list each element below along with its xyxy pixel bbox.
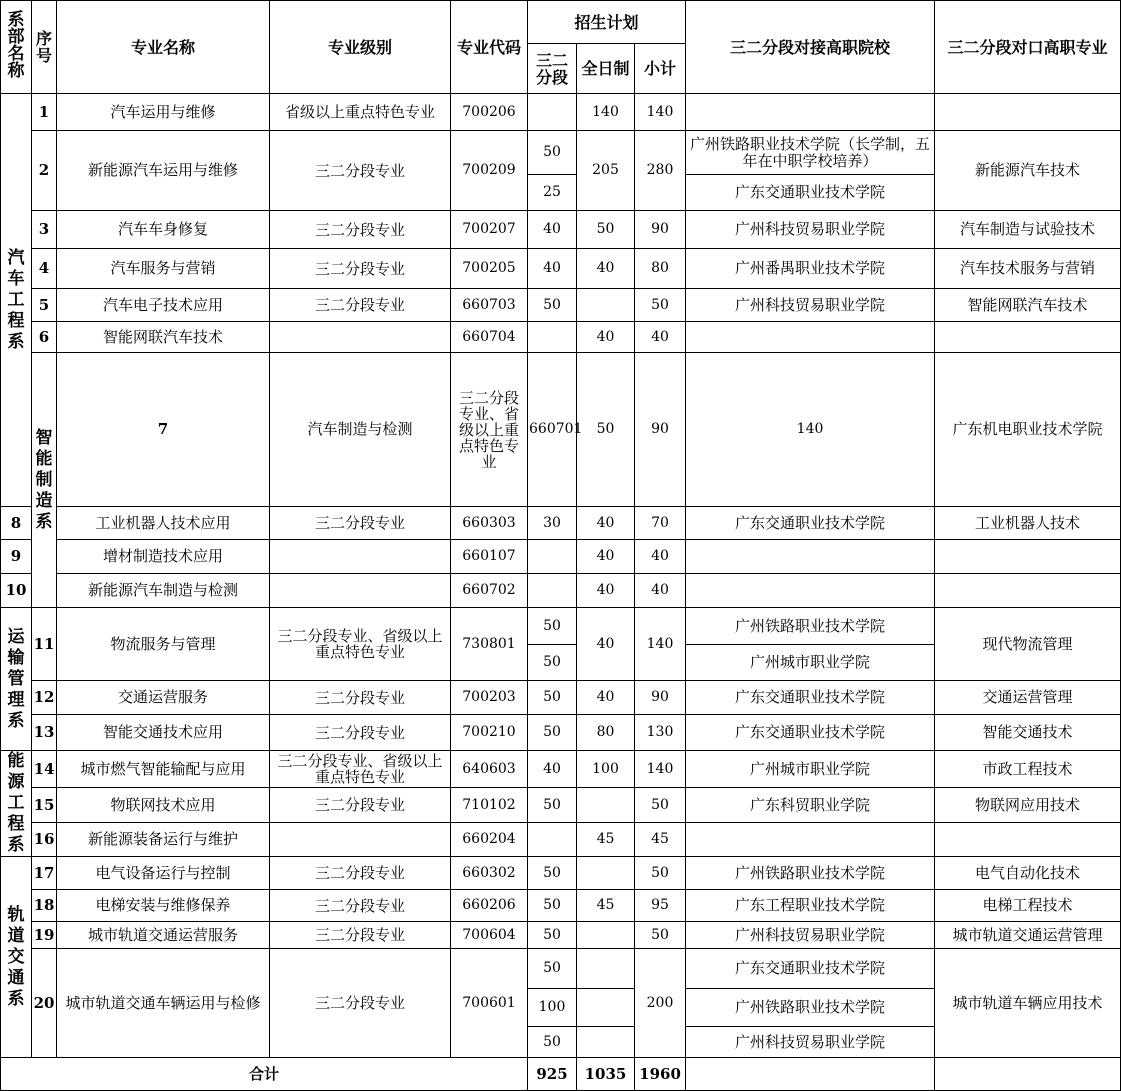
major-cell: 智能网联汽车技术 bbox=[57, 322, 270, 353]
total-cell: 40 bbox=[635, 540, 686, 574]
header-seq: 序号 bbox=[32, 1, 57, 94]
major-cell: 城市轨道交通车辆运用与检修 bbox=[57, 949, 270, 1058]
total-cell: 70 bbox=[635, 507, 686, 540]
target-cell: 市政工程技术 bbox=[935, 751, 1121, 788]
college-cell: 广东科贸职业学院 bbox=[686, 788, 935, 822]
segmented-cell: 50 bbox=[528, 715, 577, 751]
target-cell: 电气自动化技术 bbox=[935, 857, 1121, 890]
fulltime-cell: 40 bbox=[577, 574, 635, 608]
fulltime-cell bbox=[577, 1027, 635, 1058]
college-cell: 广东交通职业技术学院 bbox=[686, 175, 935, 211]
seq-cell: 1 bbox=[32, 94, 57, 131]
college-cell: 广州铁路职业技术学院 bbox=[686, 989, 935, 1027]
total-cell: 130 bbox=[635, 715, 686, 751]
total-target-empty bbox=[935, 1058, 1121, 1091]
segmented-cell: 30 bbox=[528, 507, 577, 540]
target-cell bbox=[935, 540, 1121, 574]
level-cell bbox=[270, 822, 451, 856]
code-cell: 660703 bbox=[451, 289, 528, 322]
major-cell: 汽车电子技术应用 bbox=[57, 289, 270, 322]
fulltime-cell: 40 bbox=[577, 249, 635, 289]
fulltime-cell: 40 bbox=[577, 540, 635, 574]
college-cell bbox=[686, 822, 935, 856]
fulltime-cell: 100 bbox=[577, 751, 635, 788]
major-cell: 城市燃气智能输配与应用 bbox=[57, 751, 270, 788]
seq-cell: 11 bbox=[32, 608, 57, 681]
fulltime-cell bbox=[577, 922, 635, 949]
level-cell: 三二分段专业 bbox=[270, 131, 451, 211]
major-cell: 汽车制造与检测 bbox=[270, 353, 451, 507]
segmented-cell: 40 bbox=[528, 751, 577, 788]
level-cell: 三二分段专业、省级以上重点特色专业 bbox=[451, 353, 528, 507]
target-cell: 交通运营管理 bbox=[935, 681, 1121, 715]
level-cell: 三二分段专业 bbox=[270, 890, 451, 922]
total-label: 合计 bbox=[1, 1058, 528, 1091]
segmented-cell: 40 bbox=[528, 249, 577, 289]
major-cell: 交通运营服务 bbox=[57, 681, 270, 715]
total-cell: 200 bbox=[635, 949, 686, 1058]
college-cell bbox=[686, 574, 935, 608]
seq-cell: 4 bbox=[32, 249, 57, 289]
code-cell: 660204 bbox=[451, 822, 528, 856]
target-cell: 城市轨道车辆应用技术 bbox=[935, 949, 1121, 1058]
level-cell: 省级以上重点特色专业 bbox=[270, 94, 451, 131]
total-cell: 50 bbox=[635, 289, 686, 322]
seq-cell: 3 bbox=[32, 211, 57, 249]
fulltime-cell bbox=[577, 989, 635, 1027]
code-cell: 660701 bbox=[528, 353, 577, 507]
seq-cell: 17 bbox=[32, 857, 57, 890]
header-dept: 系部名称 bbox=[1, 1, 32, 94]
total-cell: 140 bbox=[686, 353, 935, 507]
level-cell bbox=[270, 574, 451, 608]
target-cell: 物联网应用技术 bbox=[935, 788, 1121, 822]
total-cell: 50 bbox=[635, 922, 686, 949]
segmented-cell: 50 bbox=[528, 890, 577, 922]
fulltime-cell: 90 bbox=[635, 353, 686, 507]
college-cell: 广东交通职业技术学院 bbox=[686, 949, 935, 989]
segmented-cell: 50 bbox=[528, 131, 577, 175]
code-cell: 700203 bbox=[451, 681, 528, 715]
fulltime-cell: 140 bbox=[577, 94, 635, 131]
segmented-cell: 50 bbox=[528, 857, 577, 890]
college-cell: 广州科技贸易职业学院 bbox=[686, 922, 935, 949]
target-cell: 城市轨道交通运营管理 bbox=[935, 922, 1121, 949]
total-college-empty bbox=[686, 1058, 935, 1091]
code-cell: 700207 bbox=[451, 211, 528, 249]
code-cell: 700206 bbox=[451, 94, 528, 131]
fulltime-cell: 45 bbox=[577, 890, 635, 922]
seq-cell: 2 bbox=[32, 131, 57, 211]
code-cell: 660107 bbox=[451, 540, 528, 574]
major-cell: 汽车车身修复 bbox=[57, 211, 270, 249]
seq-cell: 18 bbox=[32, 890, 57, 922]
header-sub-total: 小计 bbox=[635, 44, 686, 94]
seq-cell: 20 bbox=[32, 949, 57, 1058]
code-cell: 660302 bbox=[451, 857, 528, 890]
college-cell: 广东机电职业技术学院 bbox=[935, 353, 1121, 507]
header-major: 专业名称 bbox=[57, 1, 270, 94]
fulltime-cell: 45 bbox=[577, 822, 635, 856]
college-cell bbox=[686, 94, 935, 131]
dept-cell: 智能制造系 bbox=[32, 353, 57, 608]
major-cell: 电气设备运行与控制 bbox=[57, 857, 270, 890]
seq-cell: 8 bbox=[1, 507, 32, 540]
fulltime-cell bbox=[577, 289, 635, 322]
header-level: 专业级别 bbox=[270, 1, 451, 94]
code-cell: 730801 bbox=[451, 608, 528, 681]
major-cell: 物流服务与管理 bbox=[57, 608, 270, 681]
college-cell: 广东工程职业技术学院 bbox=[686, 890, 935, 922]
target-cell bbox=[935, 574, 1121, 608]
target-cell: 电梯工程技术 bbox=[935, 890, 1121, 922]
dept-cell: 能源工程系 bbox=[1, 751, 32, 857]
total-cell: 140 bbox=[635, 608, 686, 681]
total-cell: 80 bbox=[635, 249, 686, 289]
segmented-cell bbox=[528, 322, 577, 353]
level-cell: 三二分段专业 bbox=[270, 289, 451, 322]
fulltime-cell: 40 bbox=[577, 322, 635, 353]
segmented-cell: 50 bbox=[528, 922, 577, 949]
target-cell bbox=[935, 822, 1121, 856]
college-cell: 广州番禺职业技术学院 bbox=[686, 249, 935, 289]
segmented-cell: 50 bbox=[528, 788, 577, 822]
college-cell: 广州铁路职业技术学院（长学制，五年在中职学校培养） bbox=[686, 131, 935, 175]
segmented-cell: 50 bbox=[528, 949, 577, 989]
header-plan: 招生计划 bbox=[528, 1, 686, 44]
total-cell: 90 bbox=[635, 211, 686, 249]
code-cell: 710102 bbox=[451, 788, 528, 822]
college-cell bbox=[686, 540, 935, 574]
fulltime-cell: 50 bbox=[577, 211, 635, 249]
major-cell: 新能源装备运行与维护 bbox=[57, 822, 270, 856]
dept-cell: 运输管理系 bbox=[1, 608, 32, 751]
fulltime-cell: 40 bbox=[577, 681, 635, 715]
total-cell: 40 bbox=[635, 322, 686, 353]
fulltime-cell bbox=[577, 788, 635, 822]
level-cell: 三二分段专业 bbox=[270, 507, 451, 540]
code-cell: 640603 bbox=[451, 751, 528, 788]
seq-cell: 6 bbox=[32, 322, 57, 353]
code-cell: 700210 bbox=[451, 715, 528, 751]
segmented-cell bbox=[528, 540, 577, 574]
total-cell: 140 bbox=[635, 751, 686, 788]
college-cell: 广州城市职业学院 bbox=[686, 645, 935, 681]
level-cell: 三二分段专业 bbox=[270, 949, 451, 1058]
total-cell: 280 bbox=[635, 131, 686, 211]
major-cell: 电梯安装与维修保养 bbox=[57, 890, 270, 922]
header-target: 三二分段对口高职专业 bbox=[935, 1, 1121, 94]
seq-cell: 5 bbox=[32, 289, 57, 322]
major-cell: 智能交通技术应用 bbox=[57, 715, 270, 751]
code-cell: 660206 bbox=[451, 890, 528, 922]
total-sum: 1960 bbox=[635, 1058, 686, 1091]
seq-cell: 10 bbox=[1, 574, 32, 608]
segmented-cell: 50 bbox=[528, 608, 577, 645]
seq-cell: 9 bbox=[1, 540, 32, 574]
target-cell: 智能交通技术 bbox=[935, 715, 1121, 751]
college-cell: 广东交通职业技术学院 bbox=[686, 681, 935, 715]
seq-cell: 19 bbox=[32, 922, 57, 949]
total-segmented: 925 bbox=[528, 1058, 577, 1091]
header-sub-segmented: 三二分段 bbox=[528, 44, 577, 94]
segmented-cell: 50 bbox=[577, 353, 635, 507]
level-cell: 三二分段专业 bbox=[270, 788, 451, 822]
code-cell: 660303 bbox=[451, 507, 528, 540]
seq-cell: 14 bbox=[32, 751, 57, 788]
college-cell: 广州科技贸易职业学院 bbox=[686, 1027, 935, 1058]
fulltime-cell bbox=[577, 949, 635, 989]
major-cell: 汽车服务与营销 bbox=[57, 249, 270, 289]
fulltime-cell: 40 bbox=[577, 608, 635, 681]
code-cell: 660704 bbox=[451, 322, 528, 353]
major-cell: 新能源汽车运用与维修 bbox=[57, 131, 270, 211]
total-cell: 140 bbox=[635, 94, 686, 131]
level-cell: 三二分段专业 bbox=[270, 249, 451, 289]
total-cell: 40 bbox=[635, 574, 686, 608]
level-cell: 三二分段专业、省级以上重点特色专业 bbox=[270, 751, 451, 788]
segmented-cell bbox=[528, 822, 577, 856]
major-cell: 新能源汽车制造与检测 bbox=[57, 574, 270, 608]
code-cell: 700604 bbox=[451, 922, 528, 949]
segmented-cell bbox=[528, 574, 577, 608]
total-cell: 50 bbox=[635, 788, 686, 822]
target-cell bbox=[935, 322, 1121, 353]
seq-cell: 15 bbox=[32, 788, 57, 822]
fulltime-cell: 80 bbox=[577, 715, 635, 751]
college-cell: 广州铁路职业技术学院 bbox=[686, 608, 935, 645]
segmented-cell: 25 bbox=[528, 175, 577, 211]
total-cell: 45 bbox=[635, 822, 686, 856]
dept-cell: 轨道交通系 bbox=[1, 857, 32, 1058]
total-cell: 90 bbox=[635, 681, 686, 715]
level-cell: 三二分段专业 bbox=[270, 922, 451, 949]
college-cell: 广州城市职业学院 bbox=[686, 751, 935, 788]
level-cell: 三二分段专业 bbox=[270, 715, 451, 751]
seq-cell: 13 bbox=[32, 715, 57, 751]
header-college: 三二分段对接高职院校 bbox=[686, 1, 935, 94]
fulltime-cell: 40 bbox=[577, 507, 635, 540]
level-cell: 三二分段专业 bbox=[270, 857, 451, 890]
college-cell: 广州科技贸易职业学院 bbox=[686, 289, 935, 322]
header-sub-fulltime: 全日制 bbox=[577, 44, 635, 94]
code-cell: 700209 bbox=[451, 131, 528, 211]
code-cell: 700205 bbox=[451, 249, 528, 289]
target-cell bbox=[935, 94, 1121, 131]
major-cell: 工业机器人技术应用 bbox=[57, 507, 270, 540]
seq-cell: 12 bbox=[32, 681, 57, 715]
segmented-cell: 100 bbox=[528, 989, 577, 1027]
dept-cell: 汽车工程系 bbox=[1, 94, 32, 507]
segmented-cell: 40 bbox=[528, 211, 577, 249]
segmented-cell: 50 bbox=[528, 681, 577, 715]
total-cell: 95 bbox=[635, 890, 686, 922]
college-cell: 广州科技贸易职业学院 bbox=[686, 211, 935, 249]
major-cell: 物联网技术应用 bbox=[57, 788, 270, 822]
college-cell: 广东交通职业技术学院 bbox=[686, 715, 935, 751]
header-code: 专业代码 bbox=[451, 1, 528, 94]
level-cell: 三二分段专业 bbox=[270, 211, 451, 249]
college-cell: 广州铁路职业技术学院 bbox=[686, 857, 935, 890]
major-cell: 城市轨道交通运营服务 bbox=[57, 922, 270, 949]
college-cell bbox=[686, 322, 935, 353]
segmented-cell: 50 bbox=[528, 1027, 577, 1058]
college-cell: 广东交通职业技术学院 bbox=[686, 507, 935, 540]
level-cell bbox=[270, 540, 451, 574]
seq-cell: 7 bbox=[57, 353, 270, 507]
major-cell: 增材制造技术应用 bbox=[57, 540, 270, 574]
segmented-cell: 50 bbox=[528, 289, 577, 322]
fulltime-cell: 205 bbox=[577, 131, 635, 211]
segmented-cell: 50 bbox=[528, 645, 577, 681]
target-cell: 汽车技术服务与营销 bbox=[935, 249, 1121, 289]
target-cell: 新能源汽车技术 bbox=[935, 131, 1121, 211]
target-cell: 现代物流管理 bbox=[935, 608, 1121, 681]
major-cell: 汽车运用与维修 bbox=[57, 94, 270, 131]
level-cell bbox=[270, 322, 451, 353]
seq-cell: 16 bbox=[32, 822, 57, 856]
code-cell: 700601 bbox=[451, 949, 528, 1058]
level-cell: 三二分段专业 bbox=[270, 681, 451, 715]
target-cell: 工业机器人技术 bbox=[935, 507, 1121, 540]
level-cell: 三二分段专业、省级以上重点特色专业 bbox=[270, 608, 451, 681]
target-cell: 汽车制造与试验技术 bbox=[935, 211, 1121, 249]
segmented-cell bbox=[528, 94, 577, 131]
code-cell: 660702 bbox=[451, 574, 528, 608]
target-cell: 智能网联汽车技术 bbox=[935, 289, 1121, 322]
total-cell: 50 bbox=[635, 857, 686, 890]
fulltime-cell bbox=[577, 857, 635, 890]
total-fulltime: 1035 bbox=[577, 1058, 635, 1091]
